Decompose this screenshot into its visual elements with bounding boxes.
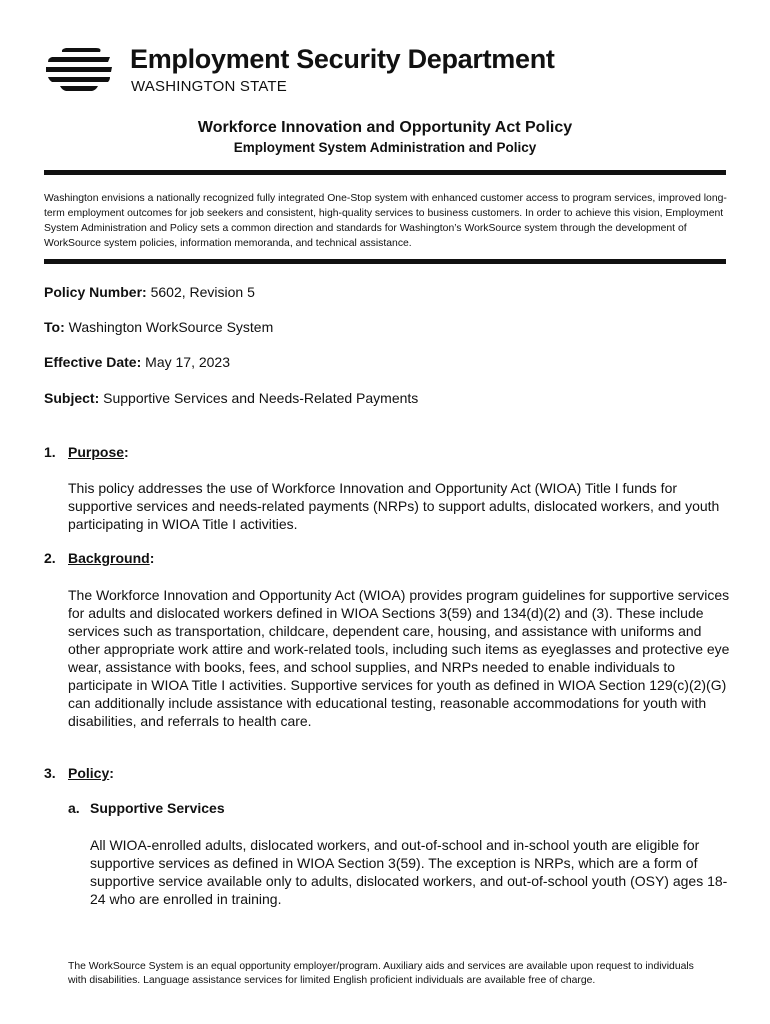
- policy-number-label: Policy Number:: [44, 284, 147, 300]
- vision-statement: Washington envisions a nationally recognized fully integrated One-Stop system with enhanced customer access to program services, improved long-term employment outcomes for job seekers and consistent, high-quality services to business customers. In order to achieve this vision, Employment System Administration and Policy sets a common direction and standards for Washington’s WorkSource system through the development of WorkSource system policies, information memoranda, and technical assistance.: [44, 193, 727, 249]
- section-number: 1.: [44, 444, 56, 460]
- section-number: 3.: [44, 765, 56, 781]
- divider-top: [44, 170, 726, 175]
- to-label: To:: [44, 319, 65, 335]
- document-title: Workforce Innovation and Opportunity Act Policy: [197, 119, 573, 136]
- effective-date-label: Effective Date:: [44, 354, 142, 370]
- effective-date-field: [44, 354, 230, 370]
- org-name: Employment Security Department: [130, 44, 555, 74]
- section-purpose-body: This policy addresses the use of Workforce Innovation and Opportunity Act (WIOA) Title I funds for supportive services and needs-related payments (NRPs) to support adults, dislocated workers, and youth participating in WIOA Title I activities.: [68, 480, 720, 532]
- section-title: Policy: [68, 765, 110, 781]
- policy-number-value: 5602, Revision 5: [150, 284, 255, 300]
- footer-notice: The WorkSource System is an equal opportunity employer/program. Auxiliary aids and services are available upon request to individuals with disabilities. Language assistance services for limited English proficient individuals are available free of charge.: [68, 961, 694, 986]
- subsection-number: a.: [68, 800, 80, 816]
- subsection-supportive-services-body: All WIOA-enrolled adults, dislocated workers, and out-of-school and in-school youth are eligible for supportive services as defined in WIOA Section 3(59). The exception is NRPs, which are a form of supportive service available only to adults, dislocated workers, and out-of-school youth (OSY) ages 18-24 who are enrolled in training.: [90, 837, 728, 907]
- divider-bottom: [44, 259, 726, 264]
- section-title: Purpose: [68, 444, 125, 460]
- subject-value: Supportive Services and Needs-Related Payments: [103, 390, 419, 406]
- section-policy-heading: 3. Policy:: [44, 765, 114, 781]
- section-purpose-heading: 1. Purpose:: [44, 444, 129, 460]
- subject-label: Subject:: [44, 390, 100, 406]
- esd-logo-icon: [44, 46, 114, 92]
- section-background-heading: 2. Background:: [44, 550, 155, 566]
- esd-logo: [44, 44, 604, 100]
- subsection-supportive-services-heading: [68, 800, 225, 816]
- section-title: Background: [68, 550, 150, 566]
- section-number: 2.: [44, 550, 56, 566]
- subsection-title: Supportive Services: [90, 800, 225, 816]
- to-field: [44, 319, 273, 335]
- subject-field: [44, 390, 418, 406]
- section-background-body: The Workforce Innovation and Opportunity Act (WIOA) provides program guidelines for supportive services for adults and dislocated workers defined in WIOA Sections 3(59) and 134(d)(2) and (3). These include services such as transportation, childcare, dependent care, housing, and assistance with uniforms and other appropriate work attire and work-related tools, including such items as eyeglasses and protective eye wear, assistance with books, fees, and school supplies, and NRPs needed to enable individuals to participate in WIOA Title I activities. Supportive services for youth as defined in WIOA Section 129(c)(2)(G) can additionally include assistance with educational testing, reasonable accommodations for youth with disabilities, and referrals to health care.: [68, 587, 730, 729]
- org-state: WASHINGTON STATE: [131, 78, 287, 95]
- to-value: Washington WorkSource System: [68, 319, 274, 335]
- effective-date-value: May 17, 2023: [145, 354, 230, 370]
- policy-number-field: [44, 284, 255, 300]
- document-subtitle: Employment System Administration and Policy: [233, 140, 537, 155]
